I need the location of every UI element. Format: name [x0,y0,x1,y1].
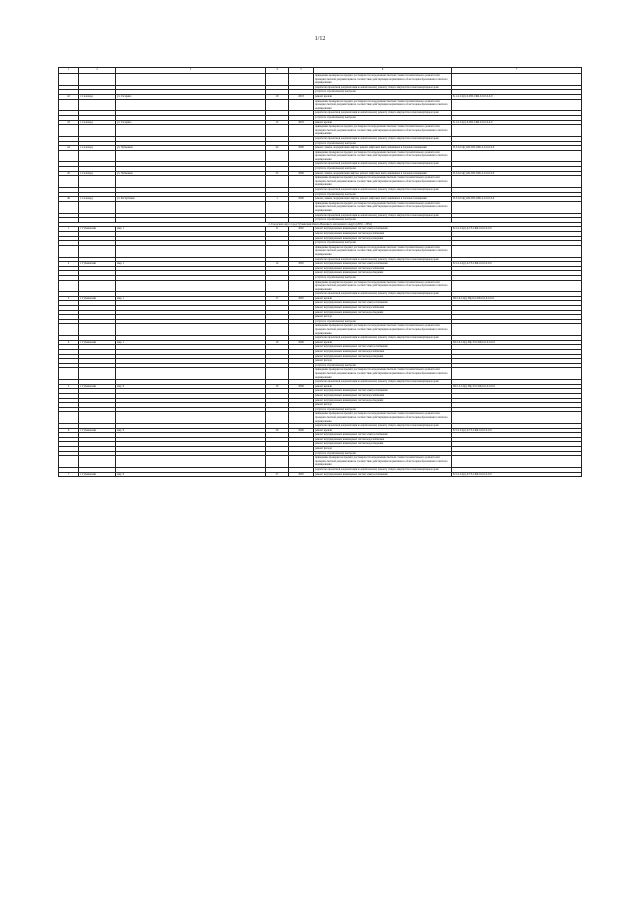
empty-cell [266,99,289,111]
work-cell: разработка проектной документации на капитальному ремонту общего имущества в многоквартирном доме [314,424,452,429]
record-street: мкр. 1 [116,262,266,267]
work-cell: ремонт внутридомовых инженерных систем электроснабжения [314,433,452,438]
empty-cell [116,74,266,86]
empty-cell [452,368,582,380]
record-code: Б-5-2-Сп(г)-0-ТЗ-СКБ-0-0-0-0-0-0 [452,227,582,232]
work-cell: разработка проектной документации на капитальному ремонту общего имущества в многоквартирном доме [314,292,452,297]
work-cell: разработка проектной документации на капитальному ремонту общего имущества в многоквартирном доме [314,188,452,193]
record-code: П-3-6-Сп(г)-Ш-ПП-СКБ-2-0-0-0-0-0 [452,197,582,202]
empty-cell [289,74,314,86]
empty-cell [116,456,266,468]
empty-cell [266,456,289,468]
record-year: 2006 [289,340,314,345]
record-city: г. Салехард [79,146,116,151]
record-city: г. Губкинский [79,428,116,433]
empty-cell [266,150,289,162]
record-year: 2005 [289,296,314,301]
record-year: 2006 [289,171,314,176]
work-cell: разработка проектной документации на капитальному ремонту общего имущества в многоквартирном доме [314,85,452,90]
work-cell: ремонт внутридомовых инженерных систем электроснабжения [314,389,452,394]
record-year: 2018 [289,94,314,99]
empty-cell [289,280,314,292]
work-cell: услуги по строительному контролю [314,192,452,197]
work-cell: ремонт кровли [314,296,452,301]
work-cell: ремонт внутридомовых инженерных систем водоснабжения [314,350,452,355]
work-cell: разработка проектной документации на капитальному ремонту общего имущества в многоквартирном доме [314,136,452,141]
work-cell: приведение проверки на предмет достоверности определения сметной стоимости капитального ремонта или проверки сметной документации на соответствие действующим нормативам в области ценообразования в сметного нормирования [314,201,452,213]
work-cell: приведение проверки на предмет достоверности определения сметной стоимости капитального ремонта или проверки сметной документации на соответствие действующим нормативам в области ценообразования в сметного нормирования [314,280,452,292]
work-cell: услуги по строительному контролю [314,363,452,368]
record-house: 25 [266,171,289,176]
work-cell: приведение проверки на предмет достоверности определения сметной стоимости капитального ремонта или проверки сметной документации на соответствие действующим нормативам в области ценообразования в сметного нормирования [314,456,452,468]
record-street: мкр. 1 [116,296,266,301]
record-code: П-3-6-Сп(г)-Ш-ПП-СКБ-2-0-0-0-0-0 [452,146,582,151]
work-cell: разработка проектной документации на капитальному ремонту общего имущества в многоквартирном доме [314,111,452,116]
capital-repair-table [58,67,582,477]
work-cell: ремонт внутридомовых инженерных систем электроснабжения [314,472,452,477]
empty-cell [289,368,314,380]
work-cell: ремонт внутридомовых инженерных систем водоотведения [314,310,452,315]
empty-cell [59,245,79,257]
record-house: 19 [266,384,289,389]
record-house: 12 [266,120,289,125]
record-code: Б-5-2-Сп(г)-0-ТЗ-СКБ-0-0-0-0-0-0 [452,472,582,477]
empty-cell [116,245,266,257]
work-cell: ремонт внутридомовых инженерных систем электроснабжения [314,227,452,232]
empty-cell [79,150,116,162]
record-city: г. Губкинский [79,472,116,477]
empty-cell [79,245,116,257]
work-cell: ремонт кровли [314,120,452,125]
empty-cell [266,324,289,336]
work-cell: разработка проектной документации на капитальному ремонту общего имущества в многоквартирном доме [314,162,452,167]
table-row [59,456,582,468]
col-header-3: 3 [116,68,266,74]
record-street: мкр. 9 [116,472,266,477]
record-number: 5 [59,384,79,389]
work-cell: услуги по строительному контролю [314,275,452,280]
empty-cell [452,99,582,111]
table-row [59,280,582,292]
work-cell: ремонт, замена, модернизация лифтов, ремонт лифтовых шахт, машинных и блочных помещений [314,171,452,176]
record-code: Б-1-2-Сп(г)-0-ПП-СКБ-0-0-0-0-0-0 [452,120,582,125]
work-cell: ремонт внутридомовых инженерных систем водоотведения [314,442,452,447]
table-row [59,412,582,424]
work-cell: приведение проверки на предмет достоверности определения сметной стоимости капитального ремонта или проверки сметной документации на соответствие действующим нормативам в области ценообразования в сметного нормирования [314,324,452,336]
section-title: 2. Городской округ город Губкинский Ямало-Ненецкого автономного округа (2032 – 2034) [59,222,582,227]
empty-cell [266,280,289,292]
work-cell: ремонт фасада [314,359,452,364]
col-header-6: 6 [314,68,452,74]
work-cell: приведение проверки на предмет достоверности определения сметной стоимости капитального ремонта или проверки сметной документации на соответствие действующим нормативам в области ценообразования в сметного нормирования [314,99,452,111]
record-code: Б-5-2-Сп(г)-0-ТЗ-СКБ-0-0-0-0-0-0 [452,428,582,433]
table-row [59,125,582,137]
work-cell: ремонт фасада [314,315,452,320]
empty-cell [266,74,289,86]
empty-cell [266,176,289,188]
empty-cell [116,280,266,292]
record-code: П-3-6-Сп(г)-Ш-ПП-СКБ-2-0-0-0-0-0 [452,171,582,176]
empty-cell [289,150,314,162]
empty-cell [59,324,79,336]
work-cell: приведение проверки на предмет достоверности определения сметной стоимости капитального ремонта или проверки сметной документации на соответствие действующим нормативам в области ценообразования в сметного нормирования [314,245,452,257]
empty-cell [266,412,289,424]
empty-cell [79,201,116,213]
record-year: 2006 [289,384,314,389]
work-cell: приведение проверки на предмет достоверности определения сметной стоимости капитального ремонта или проверки сметной документации на соответствие действующим нормативам в области ценообразования в сметного нормирования [314,74,452,86]
empty-cell [266,245,289,257]
table-row [59,150,582,162]
work-cell: услуги по строительному контролю [314,319,452,324]
work-cell: приведение проверки на предмет достоверности определения сметной стоимости капитального ремонта или проверки сметной документации на соответствие действующим нормативам в области ценообразования в сметного нормирования [314,368,452,380]
record-number: 3 [59,296,79,301]
record-street: ул. Чубынина [116,171,266,176]
work-cell: услуги по строительному контролю [314,218,452,223]
empty-cell [452,412,582,424]
empty-cell [116,412,266,424]
empty-cell [289,324,314,336]
record-house: 11 [266,227,289,232]
work-cell: ремонт внутридомовых инженерных систем водоотведения [314,271,452,276]
empty-cell [116,150,266,162]
table-row [59,176,582,188]
empty-cell [266,368,289,380]
empty-cell [79,324,116,336]
table-row [59,201,582,213]
record-street: ул. Республики [116,197,266,202]
record-city: г. Салехард [79,171,116,176]
table-row [59,99,582,111]
work-cell: ремонт внутридомовых инженерных систем электроснабжения [314,345,452,350]
empty-cell [289,412,314,424]
record-street: мкр. 1 [116,227,266,232]
empty-cell [452,176,582,188]
work-cell: ремонт кровли [314,428,452,433]
empty-cell [59,150,79,162]
record-house: 10 [266,94,289,99]
work-cell: услуги по строительному контролю [314,141,452,146]
work-cell: приведение проверки на предмет достоверности определения сметной стоимости капитального ремонта или проверки сметной документации на соответствие действующим нормативам в области ценообразования в сметного нормирования [314,176,452,188]
record-year: 2006 [289,146,314,151]
record-code: Б-5-2-Сп(г)-0-ТЗ-СКБ-0-0-0-0-0-0 [452,262,582,267]
empty-cell [59,176,79,188]
record-number: 1 [59,227,79,232]
empty-cell [59,125,79,137]
empty-cell [116,368,266,380]
record-house: 17 [266,296,289,301]
empty-cell [79,280,116,292]
empty-cell [59,280,79,292]
record-number: 42 [59,94,79,99]
work-cell: ремонт, замена, модернизация лифтов, ремонт лифтовых шахт, машинных и блочных помещений [314,146,452,151]
table-row [59,245,582,257]
record-house: 19 [266,340,289,345]
record-number: 4 [59,340,79,345]
empty-cell [116,201,266,213]
empty-cell [289,176,314,188]
record-number: 6 [59,428,79,433]
record-year: 2018 [289,120,314,125]
work-cell: ремонт внутридомовых инженерных систем водоснабжения [314,437,452,442]
col-header-5: 5 [289,68,314,74]
record-number: 7 [59,472,79,477]
record-street: мкр. 9 [116,384,266,389]
col-header-2: 2 [79,68,116,74]
col-header-1: 1 [59,68,79,74]
record-street: мкр. 1 [116,340,266,345]
record-street: ул. Чубынина [116,146,266,151]
record-code: Ш-5-5-Сп(г)-Вф-ТЗ-СКБ-0-0-0-0-0-0 [452,384,582,389]
col-header-7: 7 [452,68,582,74]
work-cell: ремонт внутридомовых инженерных систем водоснабжения [314,266,452,271]
empty-cell [289,201,314,213]
work-cell: разработка проектной документации на капитальному ремонту общего имущества в многоквартирном доме [314,468,452,473]
empty-cell [289,125,314,137]
work-cell: ремонт фасада [314,403,452,408]
empty-cell [452,324,582,336]
empty-cell [452,201,582,213]
record-house: 1 [266,197,289,202]
empty-cell [289,245,314,257]
empty-cell [79,125,116,137]
record-house: 27 [266,472,289,477]
empty-cell [116,99,266,111]
record-city: г. Губкинский [79,227,116,232]
record-code: Ш-5-6-Сп(г)-Вф-ТЗ-СКБ-0-0-0-0-0-0 [452,340,582,345]
empty-cell [79,412,116,424]
record-house: 26 [266,428,289,433]
empty-cell [59,201,79,213]
empty-cell [116,176,266,188]
empty-cell [452,125,582,137]
empty-cell [59,368,79,380]
work-cell: услуги по строительному контролю [314,451,452,456]
work-cell: приведение проверки на предмет достоверности определения сметной стоимости капитального ремонта или проверки сметной документации на соответствие действующим нормативам в области ценообразования в сметного нормирования [314,150,452,162]
record-city: г. Губкинский [79,340,116,345]
record-city: г. Губкинский [79,262,116,267]
work-cell: ремонт внутридомовых инженерных систем водоснабжения [314,231,452,236]
table-row [59,324,582,336]
empty-cell [452,150,582,162]
record-number: 2 [59,262,79,267]
empty-cell [266,201,289,213]
work-cell: услуги по строительному контролю [314,167,452,172]
work-cell: ремонт кровли [314,384,452,389]
record-street: мкр. 9 [116,428,266,433]
record-number: 44 [59,146,79,151]
col-header-4: 4 [266,68,289,74]
work-cell: приведение проверки на предмет достоверности определения сметной стоимости капитального ремонта или проверки сметной документации на соответствие действующим нормативам в области ценообразования в сметного нормирования [314,412,452,424]
work-cell: ремонт внутридомовых инженерных систем водоснабжения [314,306,452,311]
work-cell: услуги по строительному контролю [314,90,452,95]
record-number: 46 [59,197,79,202]
work-cell: ремонт, замена, модернизация лифтов, ремонт лифтовых шахт, машинных и блочных помещений [314,197,452,202]
record-street: ул. Гагарина [116,120,266,125]
empty-cell [59,99,79,111]
empty-cell [59,456,79,468]
empty-cell [452,74,582,86]
record-code: Ш-5-6-Сп(г)-Вф-Ц-СКБ-0-0-0-0-0-0 [452,296,582,301]
empty-cell [452,456,582,468]
record-row [59,472,582,477]
record-code: Б-1-2-Сп(г)-0-ПП-СКБ-0-0-0-0-0-0 [452,94,582,99]
work-cell: услуги по строительному контролю [314,407,452,412]
record-city: г. Салехард [79,197,116,202]
work-cell: услуги по строительному контролю [314,241,452,246]
work-cell: ремонт фасада [314,447,452,452]
empty-cell [79,368,116,380]
work-cell: ремонт внутридомовых инженерных систем электроснабжения [314,301,452,306]
empty-cell [79,176,116,188]
work-cell: ремонт внутридомовых инженерных систем водоотведения [314,354,452,359]
empty-cell [79,74,116,86]
record-street: ул. Гагарина [116,94,266,99]
record-city: г. Губкинский [79,296,116,301]
record-year: 2005 [289,472,314,477]
work-cell: услуги по строительному контролю [314,115,452,120]
work-cell: разработка проектной документации на капитальному ремонту общего имущества в многоквартирном доме [314,380,452,385]
work-cell: приведение проверки на предмет достоверности определения сметной стоимости капитального ремонта или проверки сметной документации на соответствие действующим нормативам в области ценообразования в сметного нормирования [314,125,452,137]
empty-cell [452,245,582,257]
record-year: 2006 [289,428,314,433]
work-cell: разработка проектной документации на капитальному ремонту общего имущества в многоквартирном доме [314,213,452,218]
record-year: 2002 [289,227,314,232]
empty-cell [289,456,314,468]
empty-cell [289,99,314,111]
work-cell: ремонт внутридомовых инженерных систем водоотведения [314,398,452,403]
record-city: г. Салехард [79,120,116,125]
empty-cell [79,99,116,111]
work-cell: ремонт внутридомовых инженерных систем водоснабжения [314,393,452,398]
empty-cell [59,74,79,86]
table-row [59,74,582,86]
record-number: 45 [59,171,79,176]
work-cell: ремонт внутридомовых инженерных систем электроснабжения [314,262,452,267]
record-number: 43 [59,120,79,125]
page-number: 1/12 [314,36,326,42]
table-row [59,368,582,380]
empty-cell [266,125,289,137]
work-cell: разработка проектной документации на капитальному ремонту общего имущества в многоквартирном доме [314,336,452,341]
empty-cell [79,456,116,468]
empty-cell [116,125,266,137]
record-city: г. Салехард [79,94,116,99]
record-house: 24 [266,146,289,151]
record-year: 2002 [289,262,314,267]
work-cell: ремонт внутридомовых инженерных систем водоотведения [314,236,452,241]
work-cell: разработка проектной документации на капитальному ремонту общего имущества в многоквартирном доме [314,257,452,262]
empty-cell [116,324,266,336]
record-city: г. Губкинский [79,384,116,389]
empty-cell [59,412,79,424]
empty-cell [452,280,582,292]
record-house: 14 [266,262,289,267]
record-year: 2006 [289,197,314,202]
work-cell: ремонт кровли [314,94,452,99]
work-cell: ремонт кровли [314,340,452,345]
